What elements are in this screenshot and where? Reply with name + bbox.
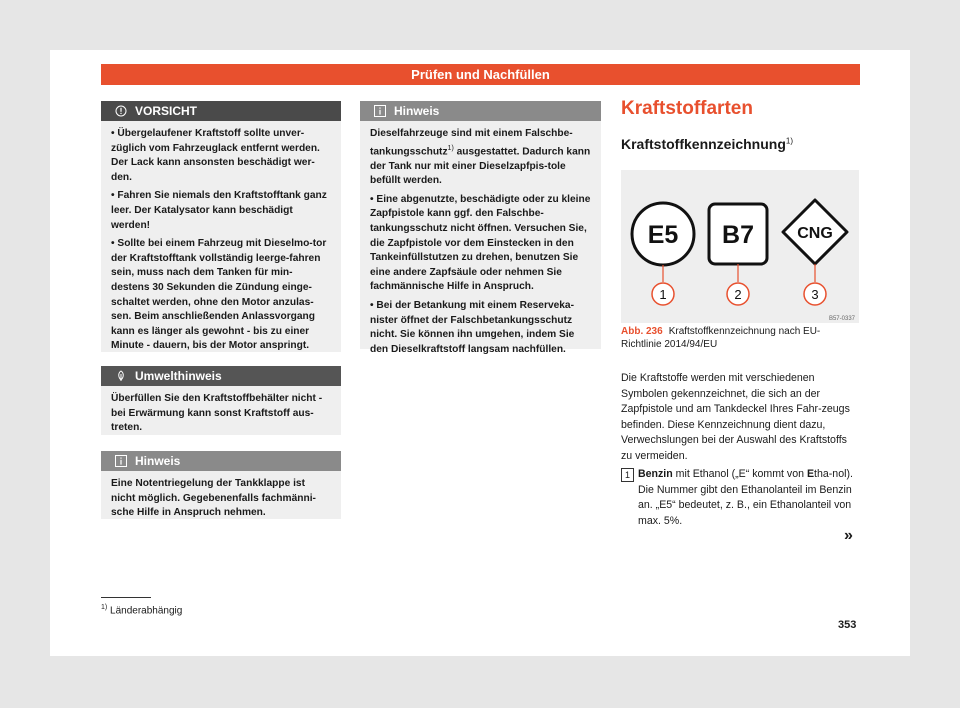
footnote-ref: 1) xyxy=(785,136,794,146)
item-text xyxy=(638,467,859,529)
hinweis-diesel-title: Hinweis xyxy=(394,104,440,118)
item-text-b: tha-nol). Die Nummer gibt den Ethanolanteil im Benzin an. „E5“ bedeutet, z. B., ein Ethanolanteil von max. 5%. xyxy=(638,468,853,527)
intro-part-b: ausgestattet. Dadurch kann der Tank nur mit einer Dieselzapfpis-tole befüllt werden. xyxy=(370,145,591,187)
warning-circle-icon xyxy=(115,105,127,117)
item-number-badge: 1 xyxy=(621,468,634,482)
vorsicht-header xyxy=(101,101,341,121)
hinweis-title: Hinweis xyxy=(135,454,181,468)
body-paragraph: Die Kraftstoffe werden mit verschiedenen Symbolen gekennzeichnet, die sich an der Zapfpistole und am Tankdeckel Ihres Fahr-zeugs befinden. Diese Kennzeichnung dient dazu, Verwechslungen bei der Auswahl des Kraftstoffs zu vermeiden. xyxy=(621,372,850,462)
cng-label: CNG xyxy=(797,225,833,242)
callout-number: 1 xyxy=(659,287,667,302)
list-item xyxy=(621,467,859,529)
item-bold: Benzin xyxy=(638,468,673,480)
vorsicht-body xyxy=(101,121,341,365)
hinweis-body xyxy=(101,471,341,532)
info-icon xyxy=(115,455,127,467)
hinweis-diesel-item: • Bei der Betankung mit einem Reserveka-nister öffnet der Falschbetankungsschutz nicht. Sie können ihn umgehen, indem Sie den Dieselkraftstoff langsam nachfüllen. xyxy=(370,299,575,355)
umwelthinweis-title: Umwelthinweis xyxy=(135,369,222,383)
hinweis-diesel-intro xyxy=(370,127,591,189)
vorsicht-box xyxy=(101,101,341,352)
caption-text: Kraftstoffkennzeichnung nach EU-Richtlinie 2014/94/EU xyxy=(621,326,821,350)
fuel-symbols-figure xyxy=(621,170,859,323)
fuel-symbols-svg xyxy=(621,170,859,323)
page-header: Prüfen und Nachfüllen xyxy=(101,64,860,85)
subtitle-text: Kraftstoffkennzeichnung xyxy=(621,136,786,152)
callout-number: 3 xyxy=(811,287,819,302)
hinweis-text: Eine Notentriegelung der Tankklappe ist nicht möglich. Gegebenenfalls fachmänni-sche Hilfe in Anspruch nehmen. xyxy=(111,478,316,519)
continue-mark: » xyxy=(844,527,853,544)
footnote-divider xyxy=(101,597,151,598)
leaf-icon xyxy=(115,370,127,382)
umwelthinweis-header xyxy=(101,366,341,386)
vorsicht-item: • Übergelaufener Kraftstoff sollte unver-züglich vom Fahrzeuglack entfernt werden. Der Lack kann ansonsten beschädigt wer-den. xyxy=(111,128,320,183)
hinweis-diesel-item: • Eine abgenutzte, beschädigte oder zu kleine Zapfpistole kann ggf. den Falschbe-tankungsschutz nicht öffnen. Versuchen Sie, die Zapfpistole vor dem Einstecken in den Tankeinfüllstutzen zu drehen, benutzen Sie eine andere Zapfsäule oder nehmen Sie fachmännische Hilfe in Anspruch. xyxy=(370,193,591,293)
intro-part-a: Dieselfahrzeuge sind mit einem Falschbe-tankungsschutz xyxy=(370,128,573,157)
hinweis-diesel-body xyxy=(360,121,601,368)
info-icon xyxy=(374,105,386,117)
footnote-ref: 1) xyxy=(447,144,454,152)
figure-caption xyxy=(621,325,859,351)
caption-label: Abb. 236 xyxy=(621,326,663,337)
hinweis-diesel-header xyxy=(360,101,601,121)
b7-label: B7 xyxy=(722,221,754,249)
hinweis-header xyxy=(101,451,341,471)
umwelthinweis-body xyxy=(101,386,341,447)
hinweis-box xyxy=(101,451,341,519)
item-text-a: mit Ethanol („E“ kommt von xyxy=(672,468,807,480)
umwelthinweis-text: Überfüllen Sie den Kraftstoffbehälter nicht - bei Erwärmung kann sonst Kraftstoff aus-treten. xyxy=(111,393,323,434)
footnote xyxy=(101,604,182,616)
section-title: Kraftstoffarten xyxy=(621,98,753,119)
vorsicht-item: • Sollte bei einem Fahrzeug mit Dieselmo-tor der Kraftstofftank vollständig leerge-fahren sein, muss nach dem Tanken für min-destens 30 Sekunden die Zündung einge-schaltet werden, ohne den Motor anzulas-sen. Beim anschließenden Anlassvorgang kann es länger als gewohnt - bis zu einer Minute - dauern, bis der Motor anspringt. xyxy=(111,238,327,352)
e5-label: E5 xyxy=(647,221,679,249)
vorsicht-title: VORSICHT xyxy=(135,104,198,118)
footnote-mark: 1) xyxy=(101,604,108,611)
footnote-text: Länderabhängig xyxy=(110,605,183,617)
callout-number: 2 xyxy=(734,287,742,302)
vorsicht-item: • Fahren Sie niemals den Kraftstofftank ganz leer. Der Katalysator kann beschädigt werden! xyxy=(111,190,327,231)
hinweis-diesel-box xyxy=(360,101,601,355)
umwelthinweis-box xyxy=(101,366,341,435)
item-e: E xyxy=(806,468,815,480)
figure-code: B57-0337 xyxy=(828,316,855,322)
page-number: 353 xyxy=(838,619,857,631)
section-subtitle xyxy=(621,136,793,152)
